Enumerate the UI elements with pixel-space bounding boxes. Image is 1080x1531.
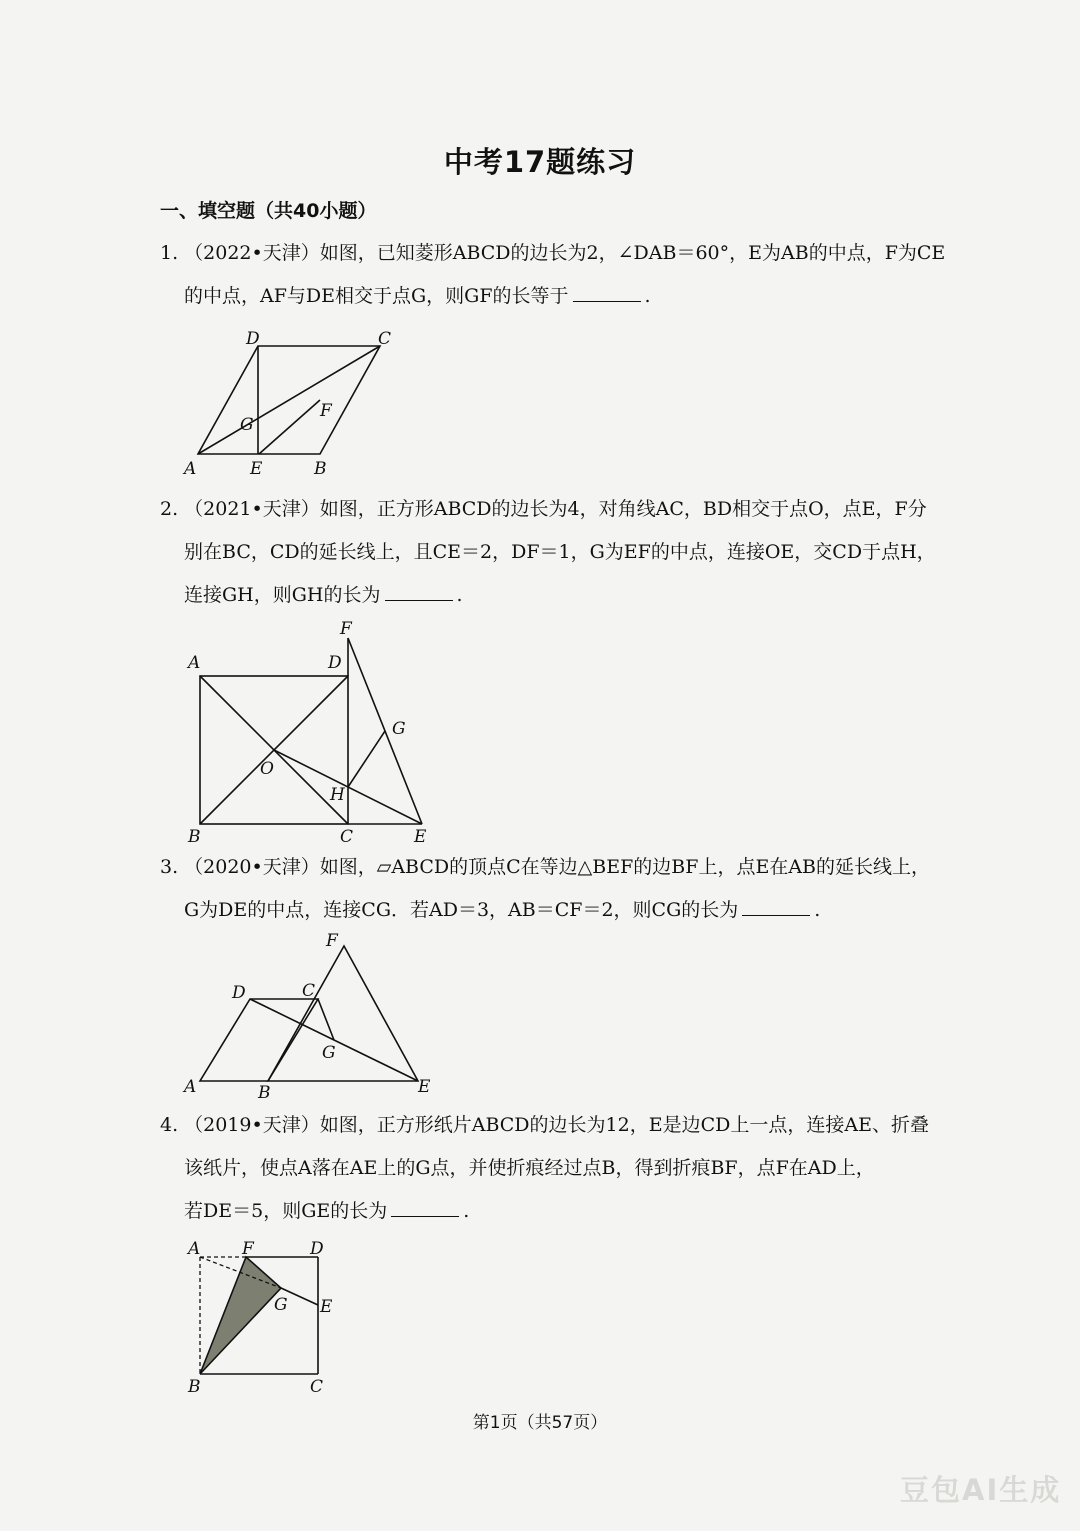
fig3-label-F: F [326, 931, 338, 951]
fig3-label-A: A [184, 1077, 197, 1097]
fig4-label-G: G [274, 1295, 288, 1315]
fig2-label-A: A [188, 653, 201, 673]
fig1-label-C: C [378, 329, 392, 349]
fig3-label-C: C [302, 981, 316, 1001]
fig4-label-F: F [242, 1239, 254, 1259]
figure-3-parallelogram [180, 928, 450, 1103]
fig2-label-D: D [328, 653, 342, 673]
page-title: 中考17题练习 [443, 145, 637, 179]
question-1-line-1: 1. （2022•天津）如图，已知菱形ABCD的边长为2，∠DAB＝60°，E为AB的中点，F为CE [160, 242, 946, 264]
question-3-line-1: 3. （2020•天津）如图，▱ABCD的顶点C在等边△BEF的边BF上，点E在AB的延长线上， [160, 856, 931, 878]
question-3 [160, 846, 950, 932]
watermark: 豆包AI生成 [900, 1473, 1062, 1507]
figure-2-square [180, 616, 450, 848]
section-heading: 一、填空题（共40小题） [160, 200, 377, 222]
fig4-label-D: D [310, 1239, 324, 1259]
answer-blank-3[interactable] [742, 897, 810, 916]
question-1-line-2: 的中点，AF与DE相交于点G，则GF的长等于 . [184, 285, 651, 307]
fig1-label-B: B [314, 459, 327, 479]
fig3-label-D: D [232, 983, 246, 1003]
fig1-label-A: A [184, 459, 197, 479]
answer-blank-4[interactable] [391, 1198, 459, 1217]
question-2 [160, 488, 950, 617]
fig2-label-G: G [392, 719, 406, 739]
fig2-label-F: F [340, 619, 352, 639]
question-4 [160, 1104, 950, 1233]
question-1 [160, 232, 950, 318]
question-2-line-3: 连接GH，则GH的长为 . [184, 584, 463, 606]
fig2-label-O: O [260, 759, 274, 779]
question-4-line-3: 若DE＝5，则GE的长为 . [184, 1200, 470, 1222]
question-4-line-2: 该纸片，使点A落在AE上的G点，并使折痕经过点B，得到折痕BF，点F在AD上， [184, 1157, 875, 1179]
fig3-label-G: G [322, 1043, 336, 1063]
fig3-label-E: E [418, 1077, 431, 1097]
fig2-label-B: B [188, 827, 201, 847]
answer-blank-2[interactable] [385, 582, 453, 601]
fig1-label-G: G [240, 415, 254, 435]
fig3-label-B: B [258, 1083, 271, 1103]
fig4-label-A: A [188, 1239, 201, 1259]
fig4-label-E: E [320, 1297, 333, 1317]
fig1-label-D: D [246, 329, 260, 349]
fig2-label-C: C [340, 827, 354, 847]
fig4-label-B: B [188, 1377, 201, 1397]
fig2-label-H: H [330, 785, 345, 805]
fig2-label-E: E [414, 827, 427, 847]
fold-shaded-triangle [200, 1257, 281, 1374]
question-2-line-2: 别在BC，CD的延长线上，且CE＝2，DF＝1，G为EF的中点，连接OE，交CD于点H， [184, 541, 936, 563]
question-3-line-2: G为DE的中点，连接CG．若AD＝3，AB＝CF＝2，则CG的长为 . [184, 899, 821, 921]
figure-4-folded-square [180, 1236, 350, 1396]
fig4-label-C: C [310, 1377, 324, 1397]
page-footer: 第1页（共57页） [472, 1413, 608, 1433]
fig1-label-E: E [250, 459, 263, 479]
answer-blank-1[interactable] [573, 283, 641, 302]
question-2-line-1: 2. （2021•天津）如图，正方形ABCD的边长为4，对角线AC，BD相交于点O，点E，F分 [160, 498, 927, 520]
fig1-label-F: F [320, 401, 332, 421]
figure-1-rhombus [180, 326, 410, 486]
question-4-line-1: 4. （2019•天津）如图，正方形纸片ABCD的边长为12，E是边CD上一点，连接AE、折叠 [160, 1114, 929, 1136]
